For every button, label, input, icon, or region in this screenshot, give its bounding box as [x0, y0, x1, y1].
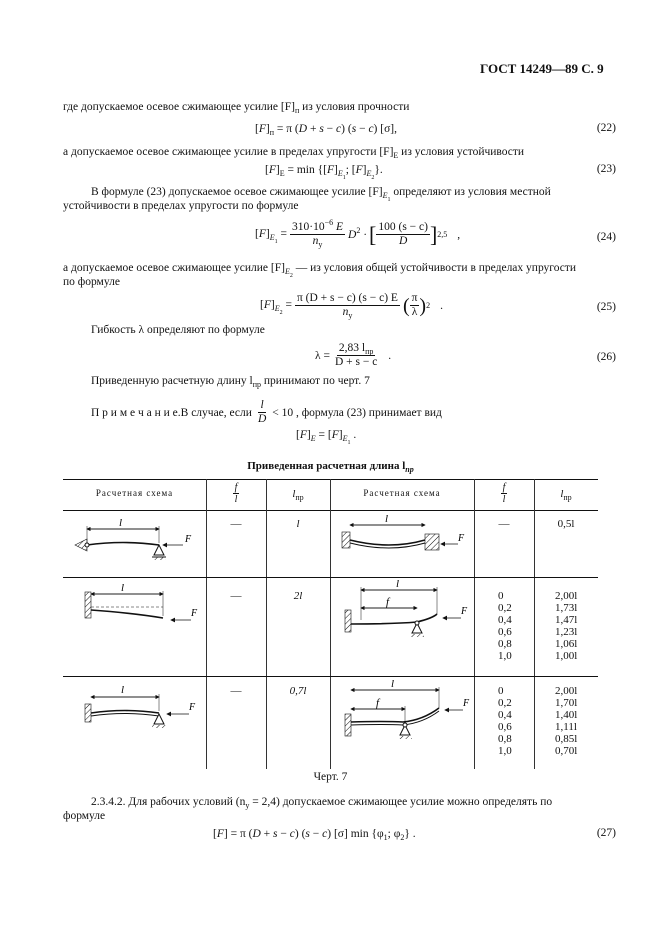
paragraph-3b: устойчивости в пределах упругости по формуле — [63, 200, 299, 212]
header-scheme-right: Расчетная схема — [363, 488, 441, 498]
sketch-label-f: f — [376, 697, 380, 709]
header-lpr-right: $l_{пр}$ — [560, 488, 572, 502]
equation-27-number: (27) — [596, 827, 616, 839]
scheme-3-left — [85, 684, 196, 728]
row3-left-fl: — — [230, 685, 242, 697]
equation-25-number: (25) — [596, 301, 616, 313]
schemes-svg — [63, 510, 598, 770]
equation-22: $[F]_п = \pi$ (D + s − c) (s − c) [σ], — [255, 123, 397, 137]
sketch-label-F: F — [463, 698, 470, 709]
paragraph-3a: В формуле (23) допускаемое осевое сжимающее усилие $[F]_{E_1}$ определяют из условия местной — [91, 186, 551, 203]
row3-right-lpr-list: 2,00l 1,70l 1,40l 1,11l 0,85l 0,70l — [555, 685, 578, 757]
sketch-label-l: l — [121, 684, 125, 696]
scheme-1-right — [342, 513, 465, 550]
row1-right-fl: — — [498, 518, 510, 530]
header-fl-left: $\frac{f}{l}$ — [234, 482, 238, 505]
scheme-3-right — [345, 678, 470, 739]
scheme-2-right — [345, 578, 468, 637]
row3-right-fl-list: 0 0,2 0,4 0,6 0,8 1,0 — [498, 685, 512, 757]
note: П р и м е ч а н и е. В случае, если $\frac{l}{D}$ < 10 , формула (23) принимает вид — [91, 399, 442, 425]
equation-24-number: (24) — [596, 231, 616, 243]
figure-caption: Черт. 7 — [313, 771, 348, 783]
sketch-label-l: l — [121, 582, 125, 594]
row1-right-lpr: 0,5l — [557, 518, 575, 530]
scheme-2-left — [85, 582, 198, 620]
sketch-label-F: F — [185, 534, 192, 545]
equation-27: [F] = π (D + s − c) (s − c) [σ] $\min \{\varphi_1$; $\varphi_2$} . — [213, 828, 416, 842]
row2-left-fl: — — [230, 590, 242, 602]
row2-right-fl-list: 0 0,2 0,4 0,6 0,8 1,0 — [498, 590, 512, 662]
paragraph-2: а допускаемое осевое сжимающее усилие в пределах упругости $[F]_E$ из условия устойчивости — [63, 146, 525, 160]
paragraph-4b: по формуле — [63, 276, 120, 288]
equation-22-number: (22) — [596, 122, 616, 134]
sketch-label-F: F — [191, 608, 198, 619]
header-fl-right: $\frac{f}{l}$ — [502, 482, 506, 505]
note-equation: $[F]_E = [F]_{E_1}$ . — [296, 429, 357, 446]
paragraph-4a: а допускаемое осевое сжимающее усилие $[F]_{E_2}$ — из условия общей устойчивости в пределах упругости — [63, 262, 577, 279]
equation-23-number: (23) — [596, 163, 616, 175]
sketch-label-F: F — [461, 606, 468, 617]
row3-left-lpr: 0,7l — [289, 685, 307, 697]
row1-left-lpr: l — [296, 518, 300, 530]
equation-24: $[F]_{E_1}$ = $\frac{310\cdot 10^{-6} E}{n_y}$ $D^2$ · [ $\frac{100 (s - c)}{D}$ ] 2,5 , — [255, 218, 461, 249]
paragraph-6: Приведенную расчетную длину $l_{пр}$ принимают по черт. 7 — [91, 375, 370, 389]
paragraph-5: Гибкость λ определяют по формуле — [91, 324, 265, 336]
header-lpr-left: $l_{пр}$ — [292, 488, 304, 502]
table-caption: Приведенная расчетная длина $l_{пр}$ — [247, 460, 414, 474]
equation-23: $[F]_E = \min \{[F]_{E_1}$; $[F]_{E_2}$}. — [265, 164, 383, 181]
page-header: ГОСТ 14249—89 С. 9 — [480, 61, 604, 76]
paragraph-1: где допускаемое осевое сжимающее усилие $[F]_п$ из условия прочности — [63, 101, 410, 115]
sketch-label-l: l — [391, 678, 395, 690]
sketch-label-l: l — [119, 517, 123, 529]
sketch-label-f: f — [386, 596, 390, 608]
equation-25: $[F]_{E_2}$ = $\frac{\pi (D + s - c) (s - c) E}{n_y}$ ( $\frac{\pi}{\lambda}$ ) 2 . — [260, 292, 443, 320]
equation-26: λ = $\frac{2,83 l_{пр}}{D + s - c}$ . — [315, 342, 392, 368]
sketch-label-l: l — [396, 578, 400, 590]
row2-left-lpr: 2l — [293, 590, 303, 602]
paragraph-last-a: 2.3.4.2. Для рабочих условий $(n_y = 2,4)$ допускаемое сжимающее усилие можно определять по — [91, 796, 553, 810]
sketch-label-F: F — [458, 533, 465, 544]
header-scheme-left: Расчетная схема — [95, 488, 174, 498]
sketch-label-F: F — [189, 702, 196, 713]
scheme-1-left — [75, 517, 192, 560]
row1-left-fl: — — [230, 518, 242, 530]
paragraph-last-b: формуле — [63, 810, 106, 822]
equation-26-number: (26) — [596, 351, 616, 363]
row2-right-lpr-list: 2,00l 1,73l 1,47l 1,23l 1,06l 1,00l — [555, 590, 578, 662]
sketch-label-l: l — [385, 513, 389, 525]
